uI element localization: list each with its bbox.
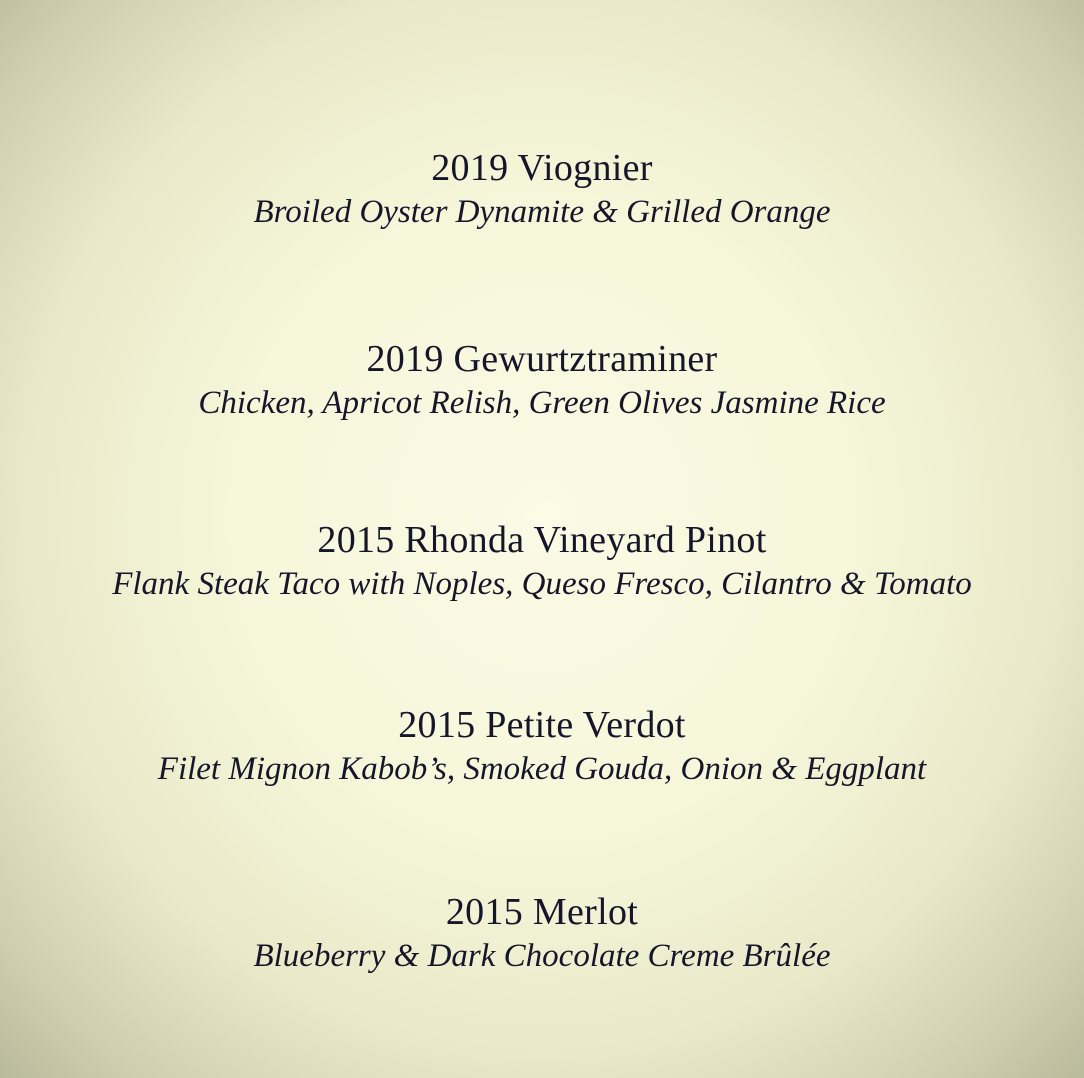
wine-name: 2019 Viognier — [431, 147, 653, 189]
wine-name: 2015 Merlot — [445, 891, 639, 933]
menu-course — [0, 518, 1084, 604]
wine-name: 2015 Rhonda Vineyard Pinot — [317, 519, 767, 561]
menu-course — [0, 337, 1084, 423]
dish-description: Blueberry & Dark Chocolate Creme Brûlée — [253, 938, 831, 974]
dish-description: Chicken, Apricot Relish, Green Olives Jasmine Rice — [198, 385, 886, 421]
dish-description: Broiled Oyster Dynamite & Grilled Orange — [253, 194, 831, 230]
dish-description: Filet Mignon Kabob’s, Smoked Gouda, Onion & Eggplant — [157, 751, 927, 787]
menu-course — [0, 146, 1084, 232]
menu-course — [0, 703, 1084, 789]
menu-course — [0, 890, 1084, 976]
dish-description: Flank Steak Taco with Noples, Queso Fresco, Cilantro & Tomato — [112, 566, 972, 602]
wine-name: 2015 Petite Verdot — [398, 704, 686, 746]
wine-name: 2019 Gewurtztraminer — [366, 338, 718, 380]
